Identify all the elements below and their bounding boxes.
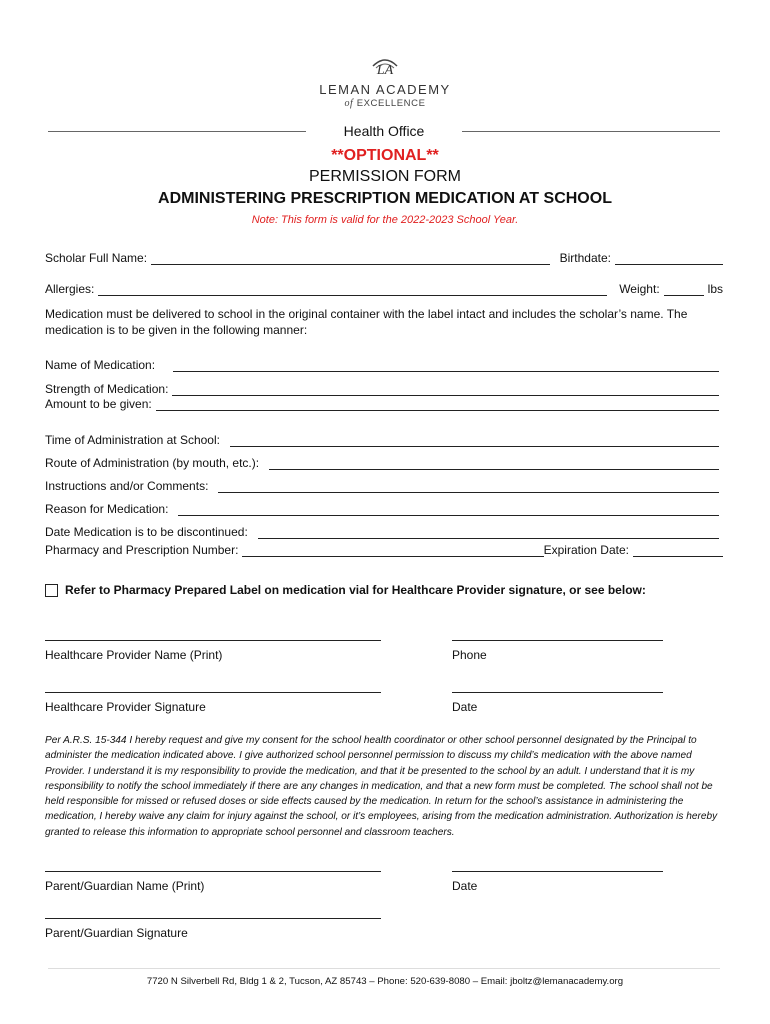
scholar-name-field[interactable] [151,254,550,265]
form-heading: ADMINISTERING PRESCRIPTION MEDICATION AT SCHOOL [158,190,612,207]
logo-subtitle: of EXCELLENCE [344,98,426,109]
school-logo [0,52,770,109]
reason-field[interactable] [178,496,719,516]
discontinued-label: Date Medication is to be discontinued: [45,525,248,539]
phone-label: Phone [452,648,487,662]
time-row [45,427,723,447]
route-row [45,450,723,470]
comments-field[interactable] [218,473,719,493]
medication-name-row [45,350,723,372]
weight-label: Weight: [619,282,660,296]
guardian-date-block [452,871,663,893]
logo-monogram: LA [376,63,394,78]
time-field[interactable] [230,427,719,447]
provider-signature-field[interactable] [45,692,381,700]
comments-row [45,473,723,493]
consent-statement: Per A.R.S. 15-344 I hereby request and give my consent for the school health coordinator or other school personnel designated by the Principal to administer the medication indicated above. I give authorized school personnel permission to discuss my child’s medication with the above named Provider. I understand it is my responsibility to provide the medication, and that it be presented to the school by an adult. I understand that it is my responsibility to notify the school immediately if there are any changes in medication, and that a new form must be completed. The school shall not be held responsible for missed or refused doses or side effects caused by the medication. In return for the school’s assistance in administering the medication, I hereby waive any claim for injury against the school, or it’s employees, arising from the medication administration. Authorization is hereby granted to release this information to appropriate school personnel and classroom teachers. [45,735,718,838]
weight-unit: lbs [707,282,723,296]
instructions-paragraph: Medication must be delivered to school in the original container with the label intact and includes the scholar’s name. The medication is to be given in the following manner: [45,307,688,337]
pharmacy-label-text: Refer to Pharmacy Prepared Label on medication vial for Healthcare Provider signature, or see below: [65,583,646,597]
divider [48,131,306,132]
guardian-signature-field[interactable] [45,918,381,926]
footer-divider [48,968,720,969]
provider-name-label: Healthcare Provider Name (Print) [45,648,223,662]
office-label: Health Office [343,123,425,139]
medication-name-field[interactable] [173,350,719,372]
guardian-signature-block [45,918,381,940]
comments-label: Instructions and/or Comments: [45,479,209,493]
guardian-name-field[interactable] [45,871,381,879]
scholar-name-label: Scholar Full Name: [45,251,148,265]
phone-block [452,640,663,662]
divider [462,131,720,132]
scholar-row [45,251,723,265]
allergies-label: Allergies: [45,282,95,296]
pharmacy-row [45,543,723,557]
route-field[interactable] [269,450,719,470]
allergies-field[interactable] [98,285,607,296]
guardian-name-block [45,871,381,893]
discontinued-field[interactable] [258,519,719,539]
provider-name-block [45,640,381,662]
phone-field[interactable] [452,640,663,648]
allergies-row [45,282,723,296]
pharmacy-label-checkbox[interactable] [45,584,58,597]
strength-row [45,374,723,396]
strength-label: Strength of Medication: [45,382,169,396]
expiration-label: Expiration Date: [543,543,629,557]
discontinued-row [45,519,723,539]
crest-icon [370,52,400,82]
pharmacy-label: Pharmacy and Prescription Number: [45,543,239,557]
birthdate-field[interactable] [615,254,723,265]
route-label: Route of Administration (by mouth, etc.): [45,456,260,470]
reason-label: Reason for Medication: [45,502,169,516]
pharmacy-field[interactable] [242,546,543,557]
guardian-date-label: Date [452,879,478,893]
amount-field[interactable] [156,400,719,411]
guardian-name-label: Parent/Guardian Name (Print) [45,879,205,893]
validity-note: Note: This form is valid for the 2022-2023 School Year. [251,214,519,226]
weight-field[interactable] [664,285,704,296]
guardian-date-field[interactable] [452,871,663,879]
optional-label: **OPTIONAL** [331,147,439,164]
time-label: Time of Administration at School: [45,433,220,447]
amount-row [45,397,723,411]
provider-date-label: Date [452,700,478,714]
footer-contact: 7720 N Silverbell Rd, Bldg 1 & 2, Tucson, AZ 85743 – Phone: 520-639-8080 – Email: jboltz@lemanacademy.org [146,976,624,987]
guardian-signature-label: Parent/Guardian Signature [45,926,188,940]
form-title: PERMISSION FORM [308,168,461,185]
pharmacy-label-option [45,583,646,597]
provider-signature-block [45,692,381,714]
expiration-field[interactable] [633,546,723,557]
strength-field[interactable] [172,374,719,396]
provider-date-block [452,692,663,714]
provider-name-field[interactable] [45,640,381,648]
birthdate-label: Birthdate: [559,251,611,265]
office-header [48,123,720,139]
reason-row [45,496,723,516]
provider-date-field[interactable] [452,692,663,700]
amount-label: Amount to be given: [45,397,152,411]
medication-name-label: Name of Medication: [45,358,156,372]
logo-name: LEMAN ACADEMY [319,82,451,97]
provider-signature-label: Healthcare Provider Signature [45,700,206,714]
